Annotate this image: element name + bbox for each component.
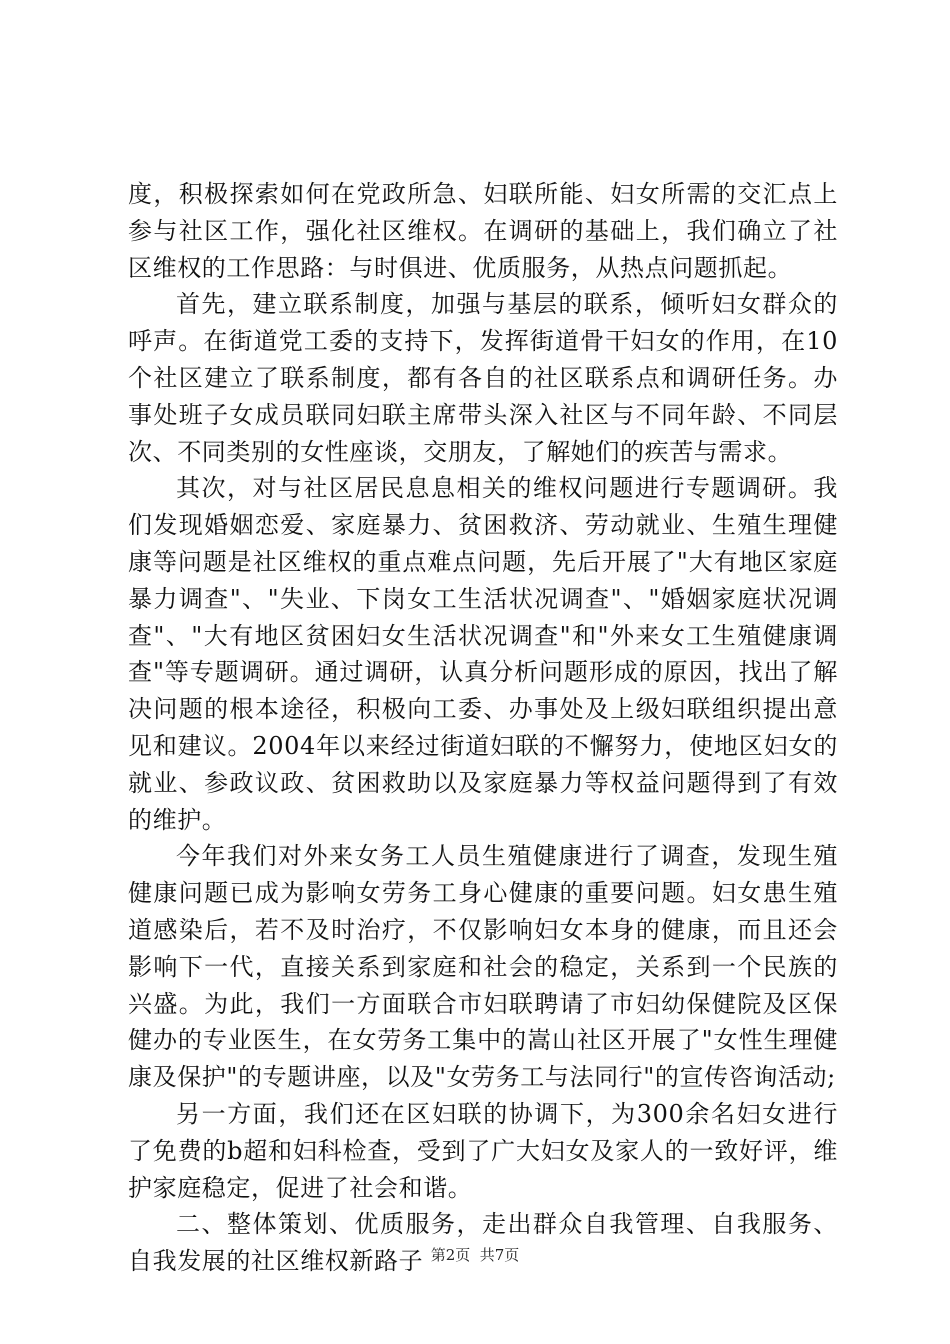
- paragraph-first-contact-system: 首先，建立联系制度，加强与基层的联系，倾听妇女群众的呼声。在街道党工委的支持下，发挥街道骨干妇女的作用，在10个社区建立了联系制度，都有各自的社区联系点和调研任务。办事处班子女成员联同妇联主席带头深入社区与不同年龄、不同层次、不同类别的女性座谈，交朋友，了解她们的疾苦与需求。: [128, 290, 838, 466]
- paragraph-continuation: 度，积极探索如何在党政所急、妇联所能、妇女所需的交汇点上参与社区工作，强化社区维权。在调研的基础上，我们确立了社区维权的工作思路：与时俱进、优质服务，从热点问题抓起。: [128, 180, 838, 282]
- section-heading-two: 二、整体策划、优质服务，走出群众自我管理、自我服务、自我发展的社区维权新路子: [128, 1210, 838, 1276]
- page-footer: [0, 1245, 950, 1265]
- document-body: [128, 176, 838, 1280]
- paragraph-reproductive-health-survey: 今年我们对外来女务工人员生殖健康进行了调查，发现生殖健康问题已成为影响女劳务工身心健康的重要问题。妇女患生殖道感染后，若不及时治疗，不仅影响妇女本身的健康，而且还会影响下一代，直接关系到家庭和社会的稳定，关系到一个民族的兴盛。为此，我们一方面联合市妇联聘请了市妇幼保健院及区保健办的专业医生，在女劳务工集中的嵩山社区开展了"女性生理健康及保护"的专题讲座，以及"女劳务工与法同行"的宣传咨询活动;: [128, 842, 838, 1092]
- paragraph-second-special-research: 其次，对与社区居民息息相关的维权问题进行专题调研。我们发现婚姻恋爱、家庭暴力、贫困救济、劳动就业、生殖生理健康等问题是社区维权的重点难点问题，先后开展了"大有地区家庭暴力调查"、"失业、下岗女工生活状况调查"、"婚姻家庭状况调查"、"大有地区贫困妇女生活状况调查"和"外来女工生殖健康调查"等专题调研。通过调研，认真分析问题形成的原因，找出了解决问题的根本途径，积极向工委、办事处及上级妇联组织提出意见和建议。2004年以来经过街道妇联的不懈努力，使地区妇女的就业、参政议政、贫困救助以及家庭暴力等权益问题得到了有效的维护。: [128, 474, 838, 834]
- paragraph-free-checkup: 另一方面，我们还在区妇联的协调下，为300余名妇女进行了免费的b超和妇科检查，受到了广大妇女及家人的一致好评，维护家庭稳定，促进了社会和谐。: [128, 1099, 838, 1202]
- page-number-label: 第2页 共7页: [430, 1246, 520, 1264]
